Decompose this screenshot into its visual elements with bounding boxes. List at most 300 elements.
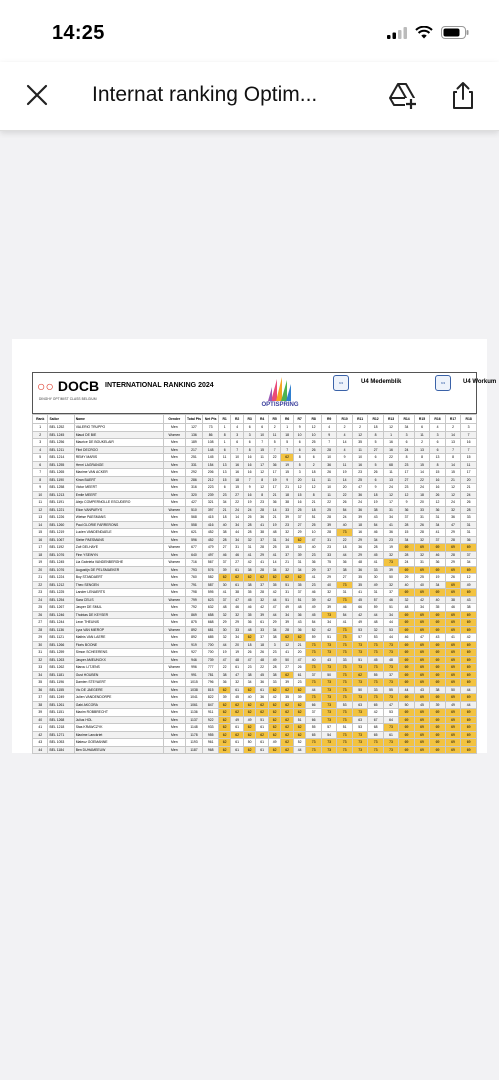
table-cell: 136: [185, 431, 203, 439]
table-cell: 62: [243, 709, 256, 717]
table-cell: 21: [281, 484, 294, 492]
table-cell: 62: [281, 746, 294, 754]
table-cell: 27: [399, 476, 414, 484]
table-cell: 30: [33, 641, 48, 649]
table-cell: 38: [243, 581, 256, 589]
table-cell: 42: [461, 634, 477, 642]
table-cell: 48: [352, 559, 367, 567]
column-header: R2: [231, 415, 244, 424]
table-cell: 10: [352, 454, 367, 462]
table-cell: 34: [383, 611, 398, 619]
table-cell: 28: [268, 664, 281, 672]
table-body: [33, 424, 477, 754]
table-cell: 41: [243, 551, 256, 559]
table-cell: 9: [281, 476, 294, 484]
table-cell: 28: [399, 551, 414, 559]
table-cell: Men: [164, 739, 185, 747]
table-cell: 32: [231, 679, 244, 687]
table-cell: 69: [461, 724, 477, 732]
table-cell: 42: [321, 596, 336, 604]
table-cell: BEL 1067: [48, 536, 74, 544]
table-cell: 47: [383, 701, 398, 709]
table-cell: 8: [256, 491, 269, 499]
table-cell: Men: [164, 536, 185, 544]
table-cell: 510: [185, 506, 203, 514]
table-row: [33, 544, 477, 552]
table-cell: 41: [256, 521, 269, 529]
ranking-sheet: [32, 372, 497, 752]
column-header: R14: [399, 415, 414, 424]
table-cell: 73: [383, 664, 398, 672]
table-cell: 1015: [185, 679, 203, 687]
table-cell: 33: [256, 626, 269, 634]
table-cell: 9: [33, 484, 48, 492]
table-cell: 46: [231, 551, 244, 559]
table-cell: 73: [306, 746, 321, 754]
table-cell: BEL 1151: [48, 709, 74, 717]
table-header-row: [33, 415, 477, 424]
table-cell: Men: [164, 701, 185, 709]
table-cell: 73: [352, 739, 367, 747]
table-cell: 73: [383, 559, 398, 567]
table-cell: 39: [281, 679, 294, 687]
table-cell: Mateuz GOEMANNE: [74, 739, 163, 747]
table-cell: 8: [399, 454, 414, 462]
table-cell: 44: [33, 746, 48, 754]
table-row: [33, 589, 477, 597]
table-cell: 20: [33, 566, 48, 574]
table-row: [33, 521, 477, 529]
table-cell: 69: [399, 694, 414, 702]
table-cell: 21: [268, 514, 281, 522]
table-cell: 34: [430, 581, 445, 589]
table-cell: 567: [203, 559, 218, 567]
table-cell: 4: [33, 446, 48, 454]
table-cell: 11: [268, 431, 281, 439]
table-cell: 793: [185, 566, 203, 574]
table-cell: 62: [293, 731, 306, 739]
table-cell: 62: [268, 746, 281, 754]
table-cell: 45: [256, 671, 269, 679]
table-cell: 67: [368, 716, 383, 724]
table-cell: 62: [231, 701, 244, 709]
table-cell: 39: [281, 619, 294, 627]
table-cell: 31: [33, 649, 48, 657]
table-cell: 27: [231, 491, 244, 499]
table-cell: 21: [461, 484, 477, 492]
table-cell: 11: [321, 491, 336, 499]
table-cell: 39: [383, 566, 398, 574]
table-cell: 34: [383, 514, 398, 522]
table-cell: Henri LAGRANGE: [74, 461, 163, 469]
table-cell: 781: [203, 671, 218, 679]
table-cell: 892: [185, 634, 203, 642]
table-cell: BEL 1196: [48, 679, 74, 687]
table-cell: BEL 1181: [48, 671, 74, 679]
optispring-sails-icon: [251, 375, 309, 403]
table-cell: 26: [306, 446, 321, 454]
table-cell: 18: [337, 544, 352, 552]
table-cell: 27: [218, 544, 231, 552]
table-cell: 427: [185, 499, 203, 507]
table-cell: 54: [337, 611, 352, 619]
table-cell: 34: [268, 626, 281, 634]
table-cell: 8: [445, 454, 460, 462]
table-cell: 15: [461, 454, 477, 462]
table-cell: 9: [368, 484, 383, 492]
table-cell: 331: [185, 461, 203, 469]
table-cell: 37: [383, 671, 398, 679]
table-cell: 62: [281, 709, 294, 717]
table-cell: 596: [185, 536, 203, 544]
table-cell: 20: [337, 484, 352, 492]
table-cell: 29: [321, 574, 336, 582]
table-cell: 69: [399, 611, 414, 619]
table-cell: Women: [164, 431, 185, 439]
table-cell: 55: [368, 671, 383, 679]
table-cell: BEL 1252: [48, 424, 74, 432]
table-cell: 69: [414, 746, 429, 754]
table-cell: BEL 1225: [48, 589, 74, 597]
table-cell: 1148: [185, 724, 203, 732]
table-cell: 15: [281, 469, 294, 477]
table-cell: 847: [203, 701, 218, 709]
table-cell: 62: [218, 709, 231, 717]
table-cell: 69: [430, 664, 445, 672]
table-cell: 7: [461, 431, 477, 439]
table-cell: 62: [243, 731, 256, 739]
table-cell: 44: [306, 686, 321, 694]
table-cell: 45: [414, 701, 429, 709]
table-cell: 69: [445, 649, 460, 657]
table-cell: 3: [231, 431, 244, 439]
table-row: [33, 739, 477, 747]
column-header: R7: [293, 415, 306, 424]
table-cell: 69: [430, 716, 445, 724]
ranking-table: [32, 414, 477, 754]
table-cell: 36: [268, 499, 281, 507]
table-cell: 1136: [185, 709, 203, 717]
table-cell: 8: [293, 454, 306, 462]
table-cell: 48: [383, 656, 398, 664]
table-cell: 31: [337, 589, 352, 597]
table-cell: 18: [368, 424, 383, 432]
table-cell: 48: [368, 619, 383, 627]
table-cell: 29: [293, 529, 306, 537]
table-cell: 39: [321, 521, 336, 529]
table-cell: 44: [399, 686, 414, 694]
table-cell: 28: [218, 536, 231, 544]
table-cell: 415: [203, 514, 218, 522]
table-row: [33, 551, 477, 559]
table-cell: Men: [164, 574, 185, 582]
table-cell: 73: [321, 641, 336, 649]
table-cell: 22: [337, 536, 352, 544]
table-cell: 73: [368, 649, 383, 657]
table-cell: 36: [445, 514, 460, 522]
table-cell: 28: [445, 536, 460, 544]
table-cell: 43: [414, 686, 429, 694]
table-cell: 69: [445, 544, 460, 552]
table-cell: Jasper AMEUNCKX: [74, 656, 163, 664]
table-cell: Damien STEYAERT: [74, 679, 163, 687]
table-cell: 1: [218, 424, 231, 432]
close-icon[interactable]: [24, 82, 50, 108]
table-cell: 50: [352, 686, 367, 694]
table-cell: 73: [383, 746, 398, 754]
table-cell: 19: [243, 499, 256, 507]
table-cell: 42: [352, 611, 367, 619]
table-cell: 29: [306, 566, 321, 574]
column-header: R16: [430, 415, 445, 424]
table-cell: 48: [268, 529, 281, 537]
table-cell: 8: [414, 454, 429, 462]
table-cell: 2: [352, 424, 367, 432]
table-cell: 62: [218, 739, 231, 747]
table-cell: 15: [231, 484, 244, 492]
table-cell: 29: [352, 536, 367, 544]
table-cell: 37: [281, 551, 294, 559]
table-cell: 7: [461, 446, 477, 454]
table-cell: 69: [445, 581, 460, 589]
table-cell: 39: [256, 611, 269, 619]
table-cell: 46: [231, 604, 244, 612]
table-cell: 31: [430, 514, 445, 522]
table-cell: 24: [399, 446, 414, 454]
table-cell: 19: [268, 476, 281, 484]
table-cell: 36: [352, 491, 367, 499]
table-cell: 933: [203, 724, 218, 732]
table-row: [33, 566, 477, 574]
table-cell: 51: [337, 724, 352, 732]
table-row: [33, 611, 477, 619]
table-cell: 46: [218, 551, 231, 559]
battery-icon: [441, 26, 469, 39]
table-row: [33, 559, 477, 567]
table-cell: 69: [445, 709, 460, 717]
table-cell: 39: [218, 566, 231, 574]
table-cell: 32: [231, 611, 244, 619]
table-cell: 587: [203, 581, 218, 589]
table-cell: 73: [352, 641, 367, 649]
table-cell: 62: [293, 634, 306, 642]
table-cell: 10: [321, 484, 336, 492]
table-cell: 51: [281, 581, 294, 589]
table-cell: Women: [164, 596, 185, 604]
table-cell: 34: [281, 536, 294, 544]
table-cell: Men: [164, 716, 185, 724]
table-cell: 26: [256, 649, 269, 657]
table-cell: 18: [352, 521, 367, 529]
table-cell: 31: [461, 521, 477, 529]
table-cell: 32: [383, 581, 398, 589]
add-to-drive-icon[interactable]: [387, 80, 417, 110]
table-cell: 62: [256, 701, 269, 709]
table-cell: 3: [461, 424, 477, 432]
docb-logo: [37, 378, 99, 394]
table-cell: 50: [399, 701, 414, 709]
table-cell: 1: [281, 424, 294, 432]
table-cell: 62: [243, 746, 256, 754]
table-cell: 69: [414, 694, 429, 702]
column-header: Rank: [33, 415, 48, 424]
table-cell: Kiran BAERT: [74, 476, 163, 484]
table-cell: 43: [33, 739, 48, 747]
table-cell: 38: [33, 701, 48, 709]
table-cell: 73: [368, 679, 383, 687]
table-cell: 73: [352, 649, 367, 657]
table-cell: 69: [430, 566, 445, 574]
table-cell: 927: [185, 649, 203, 657]
table-cell: 822: [203, 694, 218, 702]
table-cell: 33: [414, 506, 429, 514]
table-cell: 57: [321, 724, 336, 732]
table-cell: 49: [352, 619, 367, 627]
table-cell: 32: [243, 536, 256, 544]
table-cell: 73: [321, 679, 336, 687]
table-cell: 73: [337, 694, 352, 702]
table-cell: Alejo COMPERNOLLE ESCUDERO: [74, 499, 163, 507]
table-cell: 69: [445, 611, 460, 619]
table-cell: 22: [256, 664, 269, 672]
table-cell: Julius HOL: [74, 716, 163, 724]
table-cell: 28: [368, 544, 383, 552]
table-cell: 48: [243, 626, 256, 634]
table-cell: 69: [414, 544, 429, 552]
table-cell: 791: [185, 581, 203, 589]
table-cell: BEL 1192: [48, 544, 74, 552]
table-cell: 6: [243, 424, 256, 432]
table-cell: 46: [445, 604, 460, 612]
table-cell: 36: [352, 506, 367, 514]
table-cell: 62: [231, 574, 244, 582]
table-cell: 69: [399, 566, 414, 574]
table-cell: BEL 1260: [48, 521, 74, 529]
docb-logo-mark: ○: [37, 378, 46, 394]
table-cell: 73: [337, 664, 352, 672]
table-cell: 53: [383, 626, 398, 634]
table-cell: 69: [430, 544, 445, 552]
table-cell: Men: [164, 461, 185, 469]
table-cell: 46: [306, 589, 321, 597]
table-cell: 32: [281, 529, 294, 537]
table-row: [33, 536, 477, 544]
table-cell: 32: [218, 634, 231, 642]
table-cell: BEL 1224: [48, 574, 74, 582]
table-cell: 41: [281, 649, 294, 657]
table-cell: 49: [243, 716, 256, 724]
column-header: R6: [281, 415, 294, 424]
table-cell: 17: [268, 469, 281, 477]
table-cell: 73: [321, 716, 336, 724]
table-cell: BEL 1219: [48, 529, 74, 537]
table-cell: 43: [293, 619, 306, 627]
table-cell: 24: [414, 484, 429, 492]
table-cell: 16: [243, 491, 256, 499]
wifi-icon: [415, 26, 433, 39]
table-cell: 50: [383, 574, 398, 582]
table-cell: 73: [368, 664, 383, 672]
table-cell: 39: [321, 604, 336, 612]
table-cell: 65: [306, 731, 321, 739]
table-cell: 33: [293, 544, 306, 552]
table-cell: 36: [293, 626, 306, 634]
table-cell: 6: [430, 439, 445, 447]
table-cell: Stas KRAWCZYK: [74, 724, 163, 732]
table-row: [33, 529, 477, 537]
table-cell: 18: [243, 641, 256, 649]
table-cell: 47: [352, 484, 367, 492]
table-cell: 22: [414, 476, 429, 484]
table-cell: 127: [185, 424, 203, 432]
table-cell: 6: [430, 446, 445, 454]
table-cell: 4: [231, 424, 244, 432]
table-cell: 69: [461, 611, 477, 619]
table-cell: 30: [368, 574, 383, 582]
table-cell: 45: [368, 551, 383, 559]
table-cell: 6: [231, 439, 244, 447]
table-cell: Men: [164, 619, 185, 627]
table-cell: 681: [203, 626, 218, 634]
table-cell: 69: [445, 739, 460, 747]
table-cell: 17: [461, 469, 477, 477]
table-cell: 7: [268, 446, 281, 454]
table-cell: 34: [33, 671, 48, 679]
table-cell: 61: [256, 686, 269, 694]
table-cell: Men: [164, 454, 185, 462]
column-header: Sailor: [48, 415, 74, 424]
table-row: [33, 709, 477, 717]
table-cell: 39: [306, 596, 321, 604]
table-cell: 69: [430, 656, 445, 664]
table-cell: 34: [461, 559, 477, 567]
table-cell: 73: [321, 686, 336, 694]
table-cell: 21: [268, 491, 281, 499]
table-cell: 26: [445, 574, 460, 582]
table-cell: 1193: [185, 739, 203, 747]
column-header: R1: [218, 415, 231, 424]
table-cell: 991: [185, 671, 203, 679]
table-cell: 11: [256, 454, 269, 462]
table-cell: 40: [33, 716, 48, 724]
table-cell: 41: [445, 634, 460, 642]
table-cell: 21: [293, 641, 306, 649]
table-cell: 32: [414, 551, 429, 559]
table-cell: 28: [399, 521, 414, 529]
table-cell: 26: [321, 469, 336, 477]
table-cell: 15: [293, 491, 306, 499]
table-cell: 18: [414, 491, 429, 499]
table-cell: 37: [256, 536, 269, 544]
table-cell: 62: [231, 731, 244, 739]
table-cell: 26: [293, 664, 306, 672]
table-cell: 34: [243, 679, 256, 687]
table-cell: 6: [293, 446, 306, 454]
table-cell: 69: [430, 589, 445, 597]
table-cell: 41: [337, 619, 352, 627]
table-cell: 41: [306, 574, 321, 582]
table-cell: 189: [185, 439, 203, 447]
table-cell: 40: [306, 544, 321, 552]
table-cell: 22: [337, 491, 352, 499]
table-cell: 73: [337, 626, 352, 634]
table-cell: 42: [268, 589, 281, 597]
table-cell: BEL 1136: [48, 626, 74, 634]
table-cell: 42: [414, 596, 429, 604]
table-cell: 36: [218, 679, 231, 687]
table-cell: 32: [383, 551, 398, 559]
share-icon[interactable]: [448, 80, 478, 110]
